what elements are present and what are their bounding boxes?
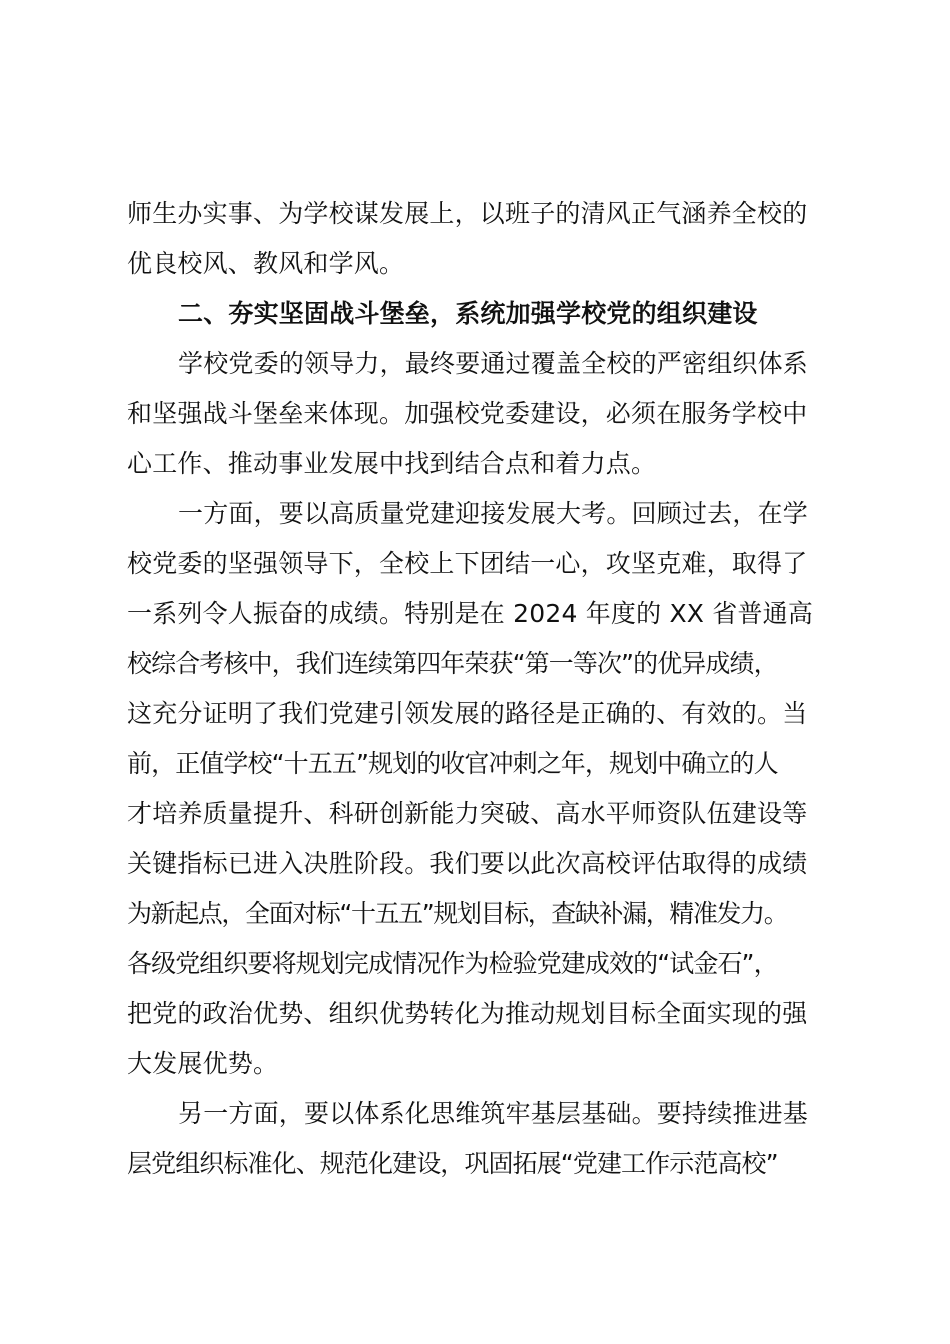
paragraph-line: 一系列令人振奋的成绩。特别是在 2024 年度的 XX 省普通高	[127, 599, 814, 628]
paragraph-line: 层党组织标准化、规范化建设，巩固拓展“党建工作示范高校”	[127, 1149, 778, 1178]
paragraph-line: 优良校风、教风和学风。	[127, 249, 405, 278]
paragraph-line: 才培养质量提升、科研创新能力突破、高水平师资队伍建设等	[127, 799, 808, 828]
paragraph-line: 各级党组织要将规划完成情况作为检验党建成效的“试金石”，	[127, 949, 778, 978]
paragraph-line: 心工作、推动事业发展中找到结合点和着力点。	[127, 449, 657, 478]
paragraph-line: 为新起点，全面对标“十五五”规划目标，查缺补漏，精准发力。	[127, 899, 788, 928]
paragraph-line: 校党委的坚强领导下，全校上下团结一心，攻坚克难，取得了	[127, 549, 808, 578]
paragraph-line: 这充分证明了我们党建引领发展的路径是正确的、有效的。当	[127, 699, 808, 728]
paragraph-line: 师生办实事、为学校谋发展上，以班子的清风正气涵养全校的	[127, 199, 808, 228]
paragraph-line: 另一方面，要以体系化思维筑牢基层基础。要持续推进基	[178, 1099, 809, 1128]
paragraph-line: 学校党委的领导力，最终要通过覆盖全校的严密组织体系	[178, 349, 809, 378]
paragraph-line: 关键指标已进入决胜阶段。我们要以此次高校评估取得的成绩	[127, 849, 808, 878]
paragraph-line: 前，正值学校“十五五”规划的收官冲刺之年，规划中确立的人	[127, 749, 778, 778]
paragraph-line: 和坚强战斗堡垒来体现。加强校党委建设，必须在服务学校中	[127, 399, 808, 428]
paragraph-line: 大发展优势。	[127, 1049, 279, 1078]
paragraph-line: 一方面，要以高质量党建迎接发展大考。回顾过去，在学	[178, 499, 809, 528]
paragraph-line: 把党的政治优势、组织优势转化为推动规划目标全面实现的强	[127, 999, 808, 1028]
paragraph-line: 校综合考核中，我们连续第四年荣获“第一等次”的优异成绩，	[127, 649, 778, 678]
section-heading: 二、夯实坚固战斗堡垒，系统加强学校党的组织建设	[178, 299, 758, 328]
